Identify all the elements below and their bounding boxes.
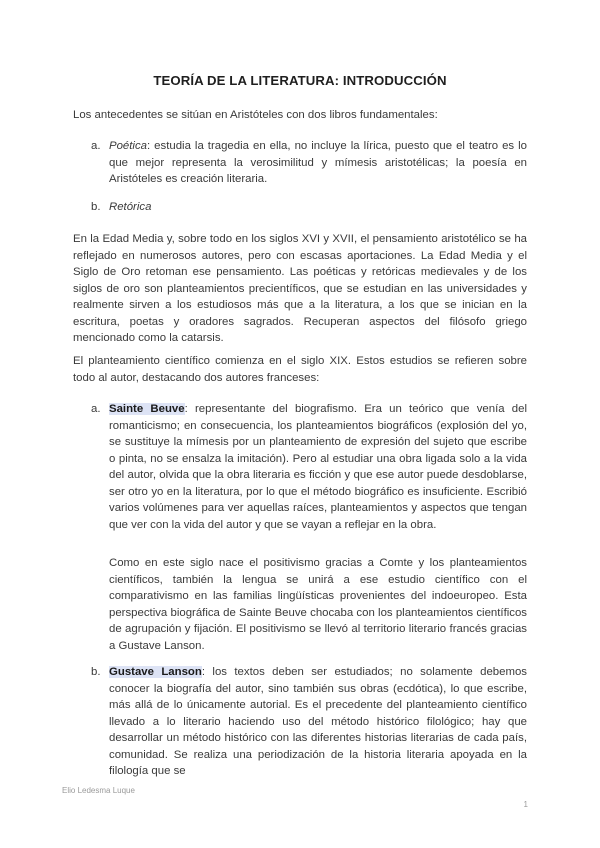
list-marker: b.	[91, 666, 101, 678]
term-gustave-lanson: Gustave Lanson	[109, 666, 202, 678]
list-marker: b.	[91, 201, 101, 213]
page-title: TEORÍA DE LA LITERATURA: INTRODUCCIÓN	[153, 73, 447, 88]
term-poetica: Poética	[109, 140, 147, 152]
intro-paragraph: Los antecedentes se sitúan en Aristóteles con dos libros fundamentales:	[73, 109, 438, 121]
list-marker: a.	[91, 140, 101, 152]
list-marker: a.	[91, 403, 101, 415]
term-sainte-beuve: Sainte Beuve	[109, 403, 185, 415]
item-extra-text: Como en este siglo nace el positivismo gracias a Comte y los planteamientos científicos, también la lengua se unirá a ese estudio científico con el comparativismo en las familias lingüísticas provenientes del indoeuropeo. Esta perspectiva biográfica de Sainte Beuve chocaba con los planteamientos científicos de agrupación y fijación. El positivismo se llevó al territorio literario francés gracias a Gustave Lanson.	[109, 557, 527, 652]
paragraph-siglo-xix: El planteamiento científico comienza en el siglo XIX. Estos estudios se refieren sobre todo al autor, destacando dos autores franceses:	[73, 355, 527, 384]
footer-author: Elio Ledesma Luque	[62, 786, 135, 795]
item-text: : los textos deben ser estudiados; no solamente debemos conocer la biografía del autor, sino también sus obras (ecdótica), lo que escribe, más allá de lo únicamente autorial. Es el precedente del planteamiento científico llevado a lo literario haciendo uso del método histórico filológico; hay que desarrollar un método histórico con las diferentes historias literarias de cada país, comunidad. Se realiza una periodización de la historia literaria apoyada en la filología que se	[109, 666, 527, 777]
item-text: : representante del biografismo. Era un teórico que venía del romanticismo; en consecuencia, los planteamientos biográficos (explosión del yo, se sustituye la mímesis por un planteamiento de expresión del sujeto que escribe o pinta, no se ensalza la imitación). Pero al estudiar una obra ligada solo a la vida del autor, olvida que la obra literaria es ficción y que ese autor puede desdoblarse, ser otro yo en la literatura, por lo que el método biográfico es insuficiente. Escribió varios volúmenes para ver aquellas raíces, planteamientos y aspectos que tengan que ver con la vida del autor y que se vayan a reflejar en la obra.	[109, 403, 527, 531]
page-number: 1	[523, 800, 528, 809]
item-text: : estudia la tragedia en ella, no incluye la lírica, puesto que el teatro es lo que mejor representa la verosimilitud y mímesis aristotélicas; la poesía en Aristóteles es creación literaria.	[109, 140, 527, 185]
term-retorica: Retórica	[109, 201, 152, 213]
paragraph-edad-media: En la Edad Media y, sobre todo en los siglos XVI y XVII, el pensamiento aristotélico se ha reflejado en numerosos autores, pero con escasas aportaciones. La Edad Media y el Siglo de Oro retoman ese pensamiento. Las poéticas y retóricas medievales y de los siglos de oro son planteamientos precientíficos, que se estudian en las universidades y realmente sirven a los estudiosos más que a la literatura, a los que se inician en la escritura, poetas y oradores sagrados. Recuperan aspectos del filósofo griego mencionado como la catarsis.	[73, 233, 527, 344]
